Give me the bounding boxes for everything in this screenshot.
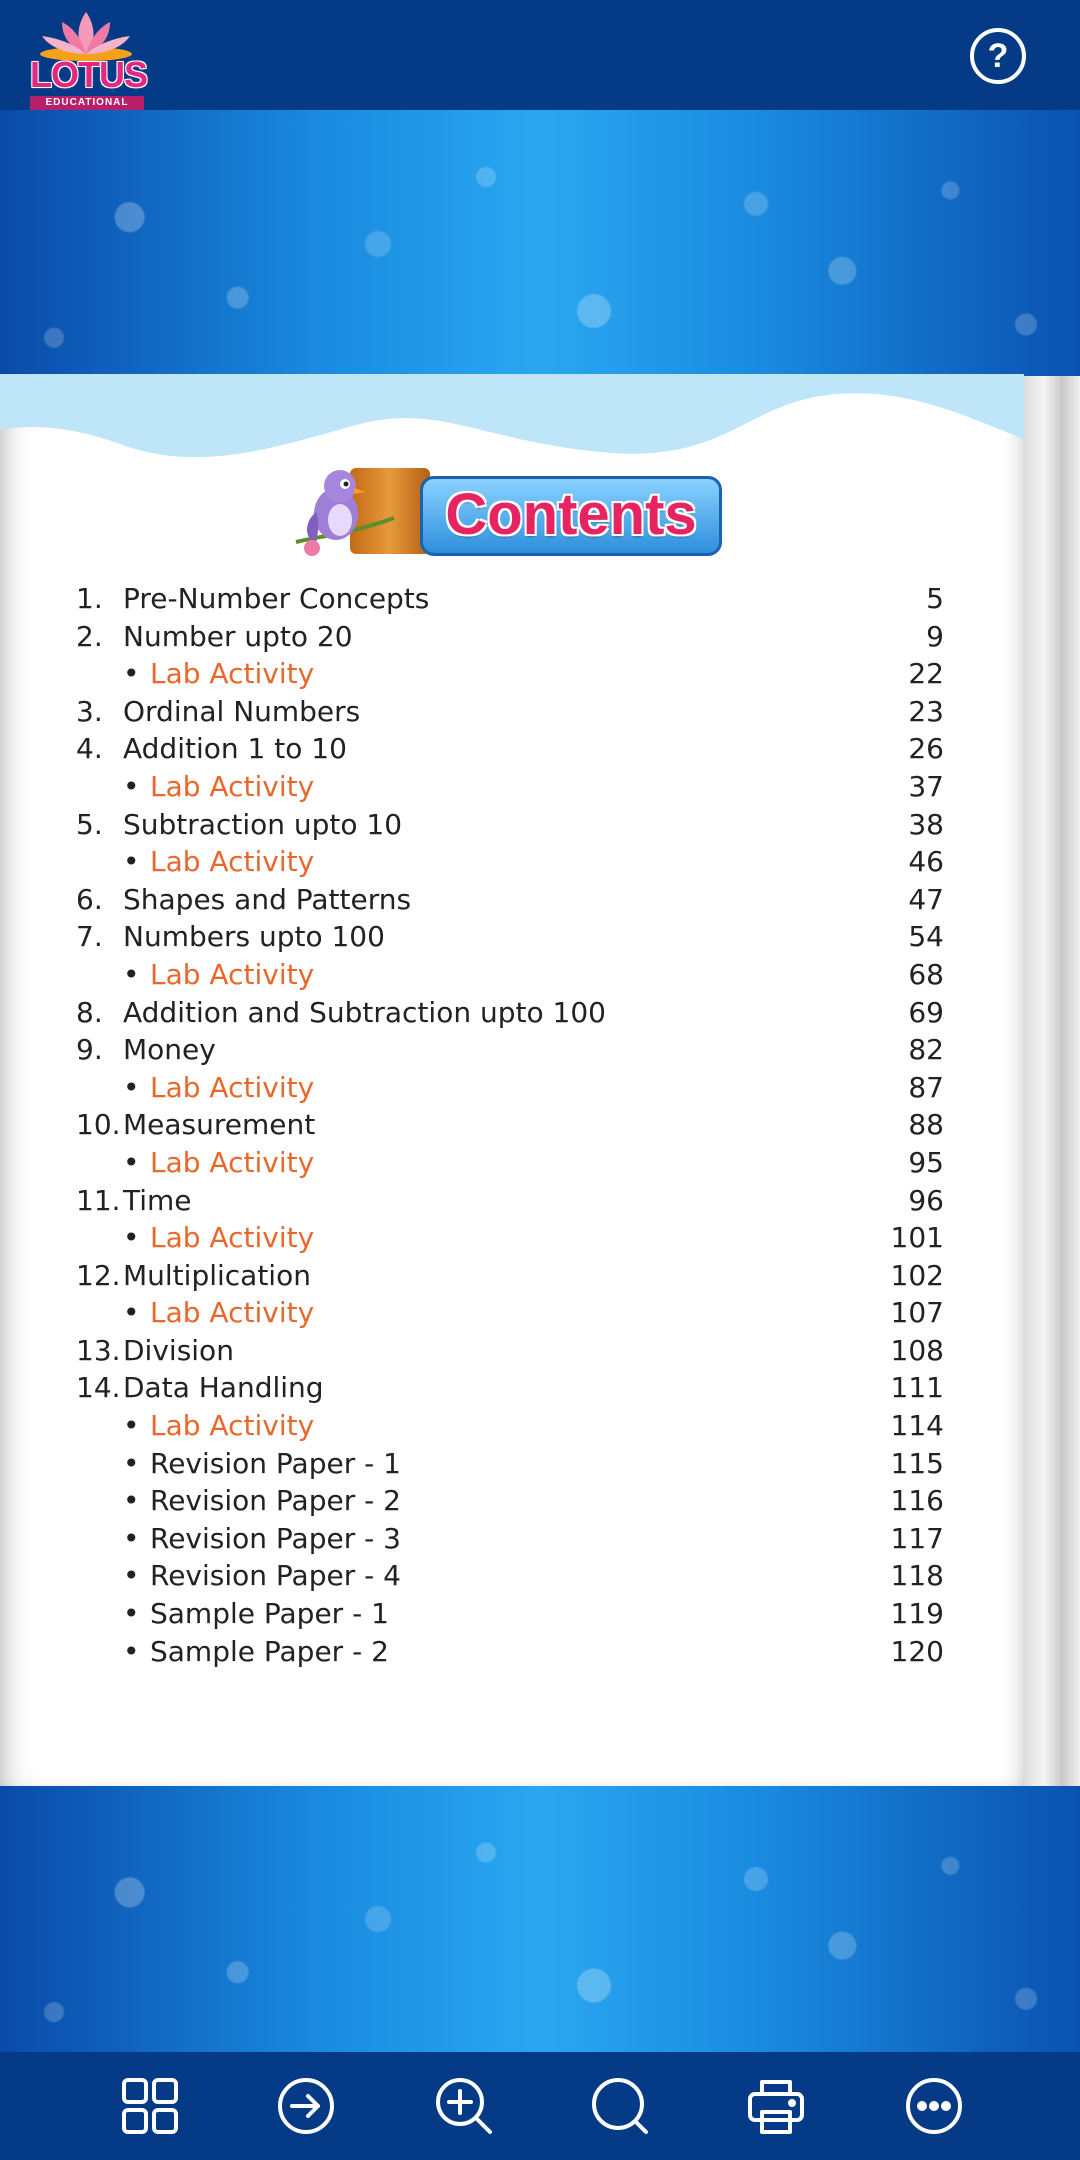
bullet-icon: • — [123, 1634, 140, 1668]
bird-icon — [290, 462, 400, 562]
toc-page-number: 116 — [890, 1484, 944, 1518]
toc-page-number: 69 — [908, 995, 944, 1029]
toc-row[interactable] — [0, 806, 1024, 844]
toc-chapter-title: Ordinal Numbers — [123, 694, 361, 728]
goto-page-icon — [274, 2074, 338, 2138]
bullet-icon: • — [123, 957, 140, 991]
toc-row[interactable] — [0, 881, 1024, 919]
toc-row[interactable] — [0, 956, 1024, 994]
logo-text: LOTUS — [30, 54, 147, 95]
toc-chapter-number: 9. — [76, 1033, 103, 1067]
toc-row[interactable] — [0, 1106, 1024, 1144]
toc-lab-activity: Lab Activity — [150, 657, 315, 691]
toc-paper-title: Revision Paper - 4 — [150, 1559, 401, 1593]
toc-page-number: 46 — [908, 845, 944, 879]
toc-paper-title: Revision Paper - 2 — [150, 1484, 401, 1518]
toc-row[interactable] — [0, 618, 1024, 656]
toc-row[interactable] — [0, 1520, 1024, 1558]
toc-row[interactable] — [0, 1369, 1024, 1407]
toc-row[interactable] — [0, 918, 1024, 956]
bullet-icon: • — [123, 1145, 140, 1179]
toc-chapter-title: Money — [123, 1033, 216, 1067]
toc-chapter-title: Number upto 20 — [123, 619, 353, 653]
toc-row[interactable] — [0, 1144, 1024, 1182]
toc-row[interactable] — [0, 1182, 1024, 1220]
toc-chapter-number: 5. — [76, 807, 103, 841]
more-button[interactable] — [902, 2074, 966, 2138]
toc-lab-activity: Lab Activity — [150, 1296, 315, 1330]
toc-row[interactable] — [0, 843, 1024, 881]
bullet-icon: • — [123, 1559, 140, 1593]
toc-page-number: 54 — [908, 920, 944, 954]
logo-subtext: EDUCATIONAL — [30, 96, 144, 110]
contents-banner — [290, 462, 740, 562]
toc-row[interactable] — [0, 1294, 1024, 1332]
toc-chapter-number: 8. — [76, 995, 103, 1029]
toc-chapter-title: Measurement — [123, 1108, 316, 1142]
toc-chapter-title: Shapes and Patterns — [123, 882, 412, 916]
toc-page-number: 5 — [926, 582, 944, 615]
toc-chapter-number: 13. — [76, 1333, 121, 1367]
help-icon: ? — [987, 37, 1009, 75]
toc-page-number: 102 — [890, 1258, 944, 1292]
toc-chapter-title: Addition and Subtraction upto 100 — [123, 995, 606, 1029]
bullet-icon: • — [123, 1446, 140, 1480]
toc-page-number: 37 — [908, 769, 944, 803]
toc-row[interactable] — [0, 1332, 1024, 1370]
toc-page-number: 96 — [908, 1183, 944, 1217]
toc-page-number: 108 — [890, 1333, 944, 1367]
toc-chapter-number: 11. — [76, 1183, 121, 1217]
toc-row[interactable] — [0, 1633, 1024, 1671]
toc-paper-title: Sample Paper - 2 — [150, 1634, 389, 1668]
bullet-icon: • — [123, 1484, 140, 1518]
toc-row[interactable] — [0, 1557, 1024, 1595]
toc-page-number: 95 — [908, 1145, 944, 1179]
lotus-logo[interactable] — [26, 4, 146, 108]
help-button[interactable] — [970, 28, 1026, 84]
toc-chapter-title: Time — [123, 1183, 192, 1217]
toc-chapter-title: Addition 1 to 10 — [123, 732, 347, 766]
toc-chapter-title: Multiplication — [123, 1258, 311, 1292]
toc-lab-activity: Lab Activity — [150, 1221, 315, 1255]
toc-lab-activity: Lab Activity — [150, 769, 315, 803]
toc-page-number: 107 — [890, 1296, 944, 1330]
toc-page-number: 47 — [908, 882, 944, 916]
toc-row[interactable] — [0, 994, 1024, 1032]
toc-chapter-number: 10. — [76, 1108, 121, 1142]
thumbnails-button[interactable] — [118, 2074, 182, 2138]
search-button[interactable] — [588, 2074, 652, 2138]
contents-heading: Contents — [445, 482, 697, 547]
toc-page-number: 22 — [908, 657, 944, 691]
bullet-icon: • — [123, 1597, 140, 1631]
zoom-in-icon — [432, 2074, 496, 2138]
grid-icon — [118, 2074, 182, 2138]
toc-chapter-title: Pre-Number Concepts — [123, 582, 430, 615]
toc-page-number: 114 — [890, 1409, 944, 1443]
page-stack-edge — [1020, 376, 1080, 1786]
toc-page-number: 23 — [908, 694, 944, 728]
toc-row[interactable] — [0, 655, 1024, 693]
top-bar — [0, 0, 1080, 110]
toc-row[interactable] — [0, 580, 1024, 618]
toc-page-number: 9 — [926, 619, 944, 653]
toc-chapter-number: 7. — [76, 920, 103, 954]
bullet-icon: • — [123, 1221, 140, 1255]
toc-page-number: 38 — [908, 807, 944, 841]
toc-page-number: 26 — [908, 732, 944, 766]
toc-chapter-title: Division — [123, 1333, 234, 1367]
background-water-bottom — [0, 1786, 1080, 2052]
bullet-icon: • — [123, 1296, 140, 1330]
bullet-icon: • — [123, 1409, 140, 1443]
toc-chapter-number: 14. — [76, 1371, 121, 1405]
toc-page-number: 117 — [890, 1521, 944, 1555]
toc-chapter-title: Subtraction upto 10 — [123, 807, 403, 841]
toc-page-number: 119 — [890, 1597, 944, 1631]
toc-page-number: 88 — [908, 1108, 944, 1142]
bullet-icon: • — [123, 1070, 140, 1104]
book-page[interactable] — [0, 374, 1024, 1786]
toc-chapter-title: Numbers upto 100 — [123, 920, 385, 954]
toc-row[interactable] — [0, 1445, 1024, 1483]
toc-chapter-number: 2. — [76, 619, 103, 653]
zoom-in-button[interactable] — [432, 2074, 496, 2138]
background-water-top — [0, 110, 1080, 378]
print-button[interactable] — [744, 2074, 808, 2138]
toc-row[interactable] — [0, 768, 1024, 806]
toc-lab-activity: Lab Activity — [150, 845, 315, 879]
toc-row[interactable] — [0, 1407, 1024, 1445]
bullet-icon: • — [123, 845, 140, 879]
toc-chapter-number: 3. — [76, 694, 103, 728]
toc-page-number: 115 — [890, 1446, 944, 1480]
toc-page-number: 68 — [908, 957, 944, 991]
bullet-icon: • — [123, 769, 140, 803]
toc-paper-title: Revision Paper - 1 — [150, 1446, 401, 1480]
print-icon — [744, 2074, 808, 2138]
bullet-icon: • — [123, 657, 140, 691]
toc-page-number: 87 — [908, 1070, 944, 1104]
toc-row[interactable] — [0, 1482, 1024, 1520]
toc-row[interactable] — [0, 1219, 1024, 1257]
toc-chapter-number: 1. — [76, 582, 103, 615]
toc-paper-title: Sample Paper - 1 — [150, 1597, 389, 1631]
toc-chapter-number: 4. — [76, 732, 103, 766]
toc-row[interactable] — [0, 1595, 1024, 1633]
toc-page-number: 120 — [890, 1634, 944, 1668]
toc-chapter-number: 12. — [76, 1258, 121, 1292]
toc-page-number: 101 — [890, 1221, 944, 1255]
toc-row[interactable] — [0, 693, 1024, 731]
toc-lab-activity: Lab Activity — [150, 1409, 315, 1443]
toc-lab-activity: Lab Activity — [150, 1070, 315, 1104]
toc-chapter-number: 6. — [76, 882, 103, 916]
toc-paper-title: Revision Paper - 3 — [150, 1521, 401, 1555]
bullet-icon: • — [123, 1521, 140, 1555]
more-icon — [902, 2074, 966, 2138]
toc-page-number: 118 — [890, 1559, 944, 1593]
toc-page-number: 111 — [890, 1371, 944, 1405]
table-of-contents — [0, 580, 1024, 1670]
goto-page-button[interactable] — [274, 2074, 338, 2138]
bottom-toolbar — [0, 2052, 1080, 2160]
toc-row[interactable] — [0, 730, 1024, 768]
toc-page-number: 82 — [908, 1033, 944, 1067]
toc-lab-activity: Lab Activity — [150, 1145, 315, 1179]
toc-row[interactable] — [0, 1069, 1024, 1107]
toc-row[interactable] — [0, 1031, 1024, 1069]
toc-chapter-title: Data Handling — [123, 1371, 324, 1405]
search-icon — [588, 2074, 652, 2138]
toc-lab-activity: Lab Activity — [150, 957, 315, 991]
toc-row[interactable] — [0, 1257, 1024, 1295]
